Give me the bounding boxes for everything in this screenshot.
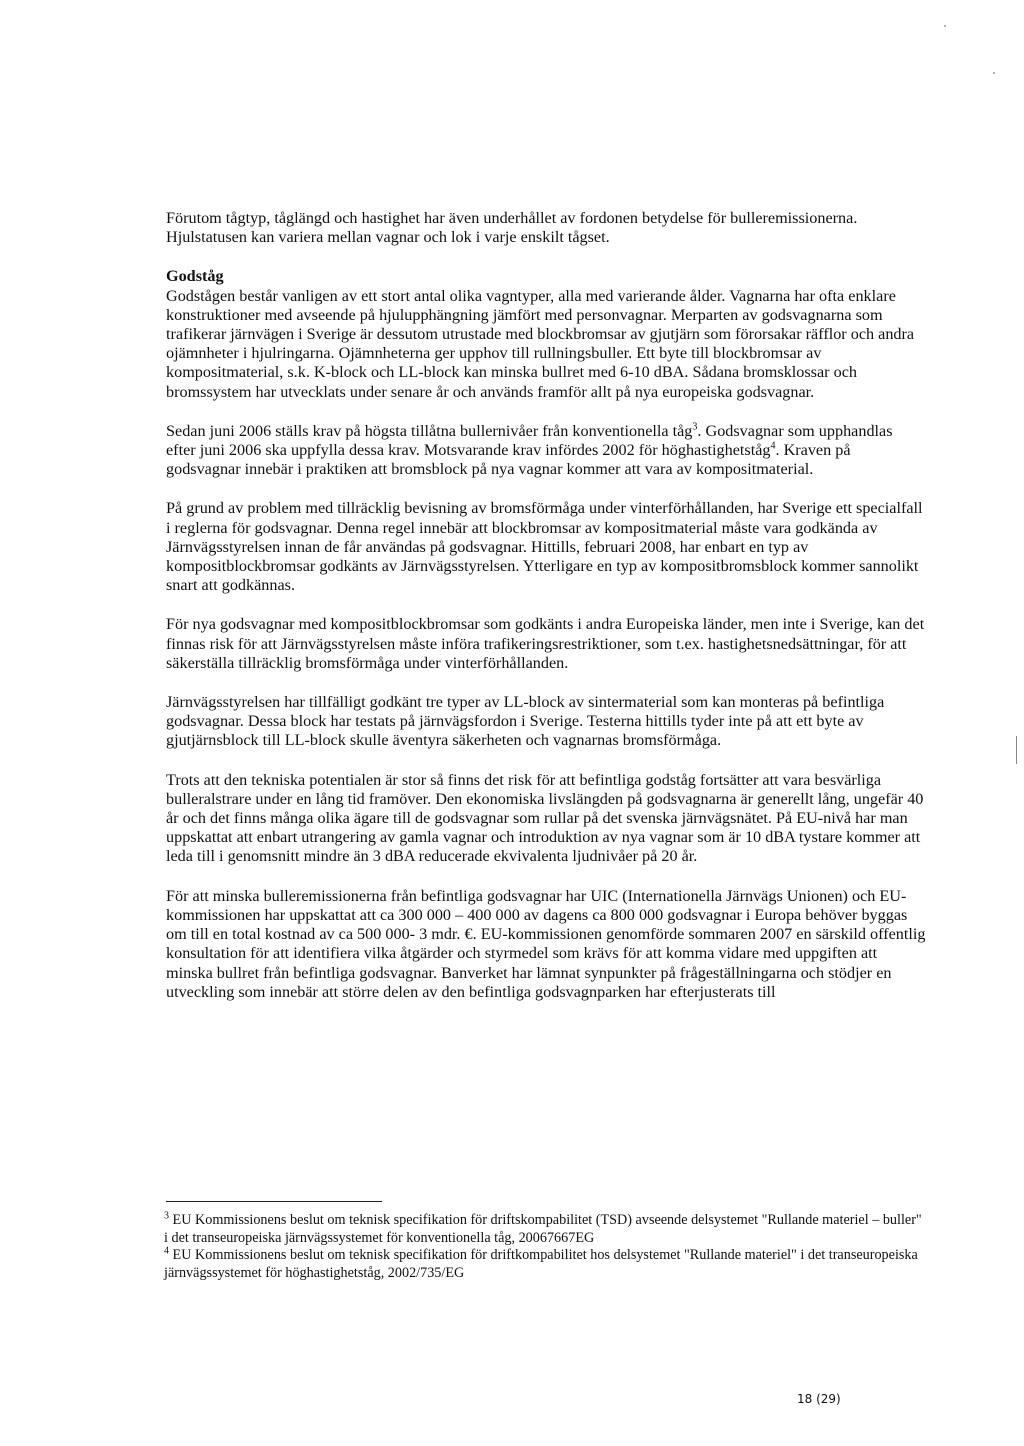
footnote-ref-4: 4: [770, 440, 776, 452]
paragraph-noise-requirements: [166, 422, 926, 480]
footnote-4: [164, 1247, 924, 1282]
footnote-ref-3: 3: [692, 421, 698, 433]
text-run: . Godsvagnar som upphandlas efter juni 2006 ska uppfylla dessa krav. Motsvarande krav infördes 2002 för höghastighetståg: [166, 421, 893, 460]
section-heading: Godståg: [166, 267, 224, 286]
footnote-number: 3: [164, 1210, 169, 1222]
intro-paragraph: Förutom tågtyp, tåglängd och hastighet har även underhållet av fordonen betydelse för bulleremissionerna. Hjulstatusen kan variera mellan vagnar och lok i varje enskilt tågset.: [166, 209, 858, 247]
footnotes: [164, 1212, 924, 1282]
paragraph-retrofit: För att minska bulleremissionerna från befintliga godsvagnar har UIC (Internationella Järnvägs Unionen) och EU-kommissionen har uppskattat att ca 300 000 – 400 000 av dagens ca 800 000 godsvagnar i Europa behöver byggas om till en total kostnad av ca 500 000- 3 mdr. €. EU-kommissionen genomförde sommaren 2007 en särskild offentlig konsultation för att identifiera vilka åtgärder och styrmedel som krävs för att komma vidare med uppgiften att minska bullret från befintliga godsvagnar. Banverket har lämnat synpunkter på frågeställningarna och stödjer en utveckling som innebär att större delen av den befintliga godsvagnparken har efterjusterats till: [166, 886, 926, 1001]
footnote-3: [164, 1212, 924, 1247]
body-text: [166, 209, 926, 1002]
footnote-text: EU Kommissionens beslut om teknisk specifikation för driftskompabilitet (TSD) avseende delsystemet "Rullande materiel – buller" i det transeuropeiska järnvägssystemet för konventionella tåg, 20067667EG: [164, 1212, 922, 1246]
text-run: . Kraven på godsvagnar innebär i praktiken att bromsblock på nya vagnar kommer att vara av kompositmaterial.: [166, 441, 851, 479]
scan-margin-mark: [1016, 736, 1017, 764]
footnote-number: 4: [164, 1245, 169, 1257]
text-run: Sedan juni 2006 ställs krav på högsta tillåtna bullernivåer från konventionella tåg: [166, 421, 693, 440]
paragraph-ll-block-approval: Järnvägsstyrelsen har tillfälligt godkänt tre typer av LL-block av sintermaterial som kan monteras på befintliga godsvagnar. Dessa block har testats på järnvägsfordon i Sverige. Testerna hittills tyder inte på att ett byte av gjutjärnsblock till LL-block skulle äventyra säkerheten och vagnarnas bromsförmåga.: [166, 693, 885, 750]
scan-speck: [944, 25, 946, 27]
scan-speck: [993, 72, 995, 74]
paragraph-new-wagons: För nya godsvagnar med kompositblockbromsar som godkänts i andra Europeiska länder, men inte i Sverige, kan det finnas risk för att Järnvägsstyrelsen måste införa trafikeringsrestriktioner, som t.ex. hastighetsnedsättningar, för att säkerställa tillräcklig bromsförmåga under vinterförhållanden.: [166, 615, 925, 672]
page-number: 18 (29): [797, 1392, 841, 1406]
paragraph-technical-potential: Trots att den tekniska potentialen är stor så finns det risk för att befintliga godståg fortsätter att vara besvärliga bulleralstrare under en lång tid framöver. Den ekonomiska livslängden på godsvagnarna är generellt lång, ungefär 40 år och det finns många olika ägare till de godsvagnar som rullar på det svenska järnvägsnätet. På EU-nivå har man uppskattat att enbart utrangering av gamla vagnar och introduktion av nya vagnar som är 10 dBA tystare kommer att leda till i genomsnitt mindre än 3 dBA reducerade ekvivalenta ljudnivåer på 20 år.: [166, 770, 924, 866]
footnote-text: EU Kommissionens beslut om teknisk specifikation för driftkompabilitet hos delsystemet "Rullande materiel" i det transeuropeiska järnvägssystemet för höghastighetståg, 2002/735/EG: [164, 1247, 918, 1281]
paragraph-freight-wagons: Godstågen består vanligen av ett stort antal olika vagntyper, alla med varierande ålder. Vagnarna har ofta enklare konstruktioner med avseende på hjulupphängning jämfört med personvagnar. Merparten av godsvagnarna som trafikerar järnvägen i Sverige är dessutom utrustade med blockbromsar av gjutjärn som förorsakar räfflor och andra ojämnheter i hjulringarna. Ojämnheterna ger upphov till rullningsbuller. Ett byte till blockbromsar av kompositmaterial, s.k. K-block och LL-block kan minska bullret med 6-10 dBA. Sådana bromsklossar och bromssystem har utvecklats under senare år och används framför allt på nya europeiska godsvagnar.: [166, 286, 915, 401]
paragraph-winter-braking: På grund av problem med tillräcklig bevisning av bromsförmåga under vinterförhållanden, har Sverige ett specialfall i reglerna för godsvagnar. Denna regel innebär att blockbromsar av kompositmaterial måste vara godkända av Järnvägsstyrelsen innan de får användas på godsvagnar. Hittills, februari 2008, har enbart en typ av kompositblockbromsar godkänts av Järnvägsstyrelsen. Ytterligare en typ av kompositbromsblock kommer sannolikt snart att godkännas.: [166, 499, 923, 595]
footnote-separator: [166, 1201, 382, 1202]
